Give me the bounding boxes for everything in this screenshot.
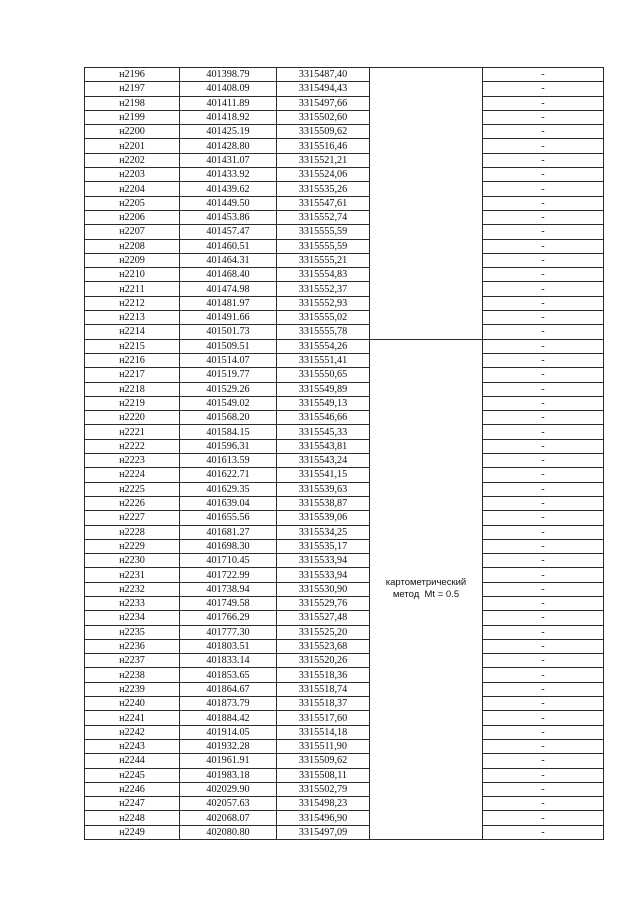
point-name-cell: н2206 [85,210,180,224]
x-coordinate-cell: 401738.94 [180,582,277,596]
y-coordinate-cell: 3315525,20 [277,625,370,639]
dash-cell: - [483,210,604,224]
dash-cell: - [483,153,604,167]
table-row [85,325,604,339]
x-coordinate-cell: 401613.59 [180,454,277,468]
y-coordinate-cell: 3315508,11 [277,768,370,782]
y-coordinate-cell: 3315545,33 [277,425,370,439]
y-coordinate-cell: 3315497,66 [277,96,370,110]
table-row [85,353,604,367]
x-coordinate-cell: 401411.89 [180,96,277,110]
y-coordinate-cell: 3315552,93 [277,296,370,310]
point-name-cell: н2232 [85,582,180,596]
x-coordinate-cell: 401519.77 [180,368,277,382]
table-row [85,782,604,796]
coordinates-table-page [84,67,602,842]
point-name-cell: н2239 [85,682,180,696]
y-coordinate-cell: 3315496,90 [277,811,370,825]
table-row [85,525,604,539]
dash-cell: - [483,711,604,725]
table-row [85,682,604,696]
table-row [85,96,604,110]
point-name-cell: н2211 [85,282,180,296]
x-coordinate-cell: 401439.62 [180,182,277,196]
point-name-cell: н2214 [85,325,180,339]
y-coordinate-cell: 3315518,37 [277,697,370,711]
table-row [85,625,604,639]
point-name-cell: н2208 [85,239,180,253]
y-coordinate-cell: 3315529,76 [277,596,370,610]
table-row [85,739,604,753]
x-coordinate-cell: 401596.31 [180,439,277,453]
table-row [85,611,604,625]
table-row [85,210,604,224]
table-row [85,253,604,267]
x-coordinate-cell: 401584.15 [180,425,277,439]
table-row [85,396,604,410]
dash-cell: - [483,325,604,339]
x-coordinate-cell: 401853.65 [180,668,277,682]
dash-cell: - [483,568,604,582]
point-name-cell: н2217 [85,368,180,382]
y-coordinate-cell: 3315518,36 [277,668,370,682]
point-name-cell: н2218 [85,382,180,396]
x-coordinate-cell: 401568.20 [180,411,277,425]
dash-cell: - [483,782,604,796]
table-row [85,168,604,182]
dash-cell: - [483,754,604,768]
y-coordinate-cell: 3315516,46 [277,139,370,153]
y-coordinate-cell: 3315549,89 [277,382,370,396]
table-row [85,596,604,610]
point-name-cell: н2207 [85,225,180,239]
table-row [85,439,604,453]
table-row [85,825,604,839]
table-row [85,725,604,739]
y-coordinate-cell: 3315547,61 [277,196,370,210]
y-coordinate-cell: 3315539,63 [277,482,370,496]
x-coordinate-cell: 401449.50 [180,196,277,210]
coordinates-table [84,67,604,840]
y-coordinate-cell: 3315555,02 [277,311,370,325]
point-name-cell: н2245 [85,768,180,782]
point-name-cell: н2236 [85,639,180,653]
x-coordinate-cell: 402057.63 [180,797,277,811]
table-row [85,239,604,253]
x-coordinate-cell: 401491.66 [180,311,277,325]
point-name-cell: н2227 [85,511,180,525]
y-coordinate-cell: 3315533,94 [277,568,370,582]
point-name-cell: н2200 [85,125,180,139]
dash-cell: - [483,725,604,739]
y-coordinate-cell: 3315509,62 [277,125,370,139]
y-coordinate-cell: 3315535,17 [277,539,370,553]
x-coordinate-cell: 401509.51 [180,339,277,353]
point-name-cell: н2242 [85,725,180,739]
dash-cell: - [483,68,604,82]
point-name-cell: н2196 [85,68,180,82]
y-coordinate-cell: 3315487,40 [277,68,370,82]
x-coordinate-cell: 401431.07 [180,153,277,167]
dash-cell: - [483,682,604,696]
point-name-cell: н2249 [85,825,180,839]
x-coordinate-cell: 401622.71 [180,468,277,482]
table-row [85,411,604,425]
dash-cell: - [483,311,604,325]
point-name-cell: н2222 [85,439,180,453]
dash-cell: - [483,239,604,253]
table-row [85,754,604,768]
x-coordinate-cell: 401722.99 [180,568,277,582]
dash-cell: - [483,697,604,711]
x-coordinate-cell: 401749.58 [180,596,277,610]
x-coordinate-cell: 401698.30 [180,539,277,553]
table-row [85,711,604,725]
y-coordinate-cell: 3315538,87 [277,496,370,510]
y-coordinate-cell: 3315543,81 [277,439,370,453]
table-row [85,797,604,811]
point-name-cell: н2201 [85,139,180,153]
table-row [85,110,604,124]
x-coordinate-cell: 401457.47 [180,225,277,239]
dash-cell: - [483,353,604,367]
dash-cell: - [483,139,604,153]
point-name-cell: н2238 [85,668,180,682]
dash-cell: - [483,468,604,482]
x-coordinate-cell: 401629.35 [180,482,277,496]
dash-cell: - [483,554,604,568]
y-coordinate-cell: 3315527,48 [277,611,370,625]
point-name-cell: н2221 [85,425,180,439]
table-row [85,454,604,468]
point-name-cell: н2226 [85,496,180,510]
dash-cell: - [483,668,604,682]
x-coordinate-cell: 401501.73 [180,325,277,339]
dash-cell: - [483,797,604,811]
coordinates-table-body [85,68,604,840]
table-row [85,139,604,153]
x-coordinate-cell: 402068.07 [180,811,277,825]
dash-cell: - [483,654,604,668]
table-row [85,511,604,525]
y-coordinate-cell: 3315554,83 [277,268,370,282]
point-name-cell: н2197 [85,82,180,96]
y-coordinate-cell: 3315533,94 [277,554,370,568]
dash-cell: - [483,539,604,553]
x-coordinate-cell: 401398.79 [180,68,277,82]
x-coordinate-cell: 401777.30 [180,625,277,639]
point-name-cell: н2215 [85,339,180,353]
y-coordinate-cell: 3315514,18 [277,725,370,739]
point-name-cell: н2216 [85,353,180,367]
x-coordinate-cell: 401428.80 [180,139,277,153]
point-name-cell: н2212 [85,296,180,310]
point-name-cell: н2205 [85,196,180,210]
dash-cell: - [483,82,604,96]
dash-cell: - [483,268,604,282]
y-coordinate-cell: 3315555,21 [277,253,370,267]
y-coordinate-cell: 3315502,79 [277,782,370,796]
table-row [85,368,604,382]
point-name-cell: н2229 [85,539,180,553]
y-coordinate-cell: 3315524,06 [277,168,370,182]
point-name-cell: н2198 [85,96,180,110]
x-coordinate-cell: 401983.18 [180,768,277,782]
point-name-cell: н2233 [85,596,180,610]
point-name-cell: н2220 [85,411,180,425]
dash-cell: - [483,739,604,753]
dash-cell: - [483,411,604,425]
dash-cell: - [483,125,604,139]
y-coordinate-cell: 3315541,15 [277,468,370,482]
y-coordinate-cell: 3315552,37 [277,282,370,296]
y-coordinate-cell: 3315549,13 [277,396,370,410]
table-row [85,82,604,96]
dash-cell: - [483,296,604,310]
table-row [85,268,604,282]
y-coordinate-cell: 3315498,23 [277,797,370,811]
y-coordinate-cell: 3315539,06 [277,511,370,525]
dash-cell: - [483,282,604,296]
point-name-cell: н2247 [85,797,180,811]
dash-cell: - [483,196,604,210]
table-row [85,125,604,139]
dash-cell: - [483,611,604,625]
y-coordinate-cell: 3315551,41 [277,353,370,367]
x-coordinate-cell: 401464.31 [180,253,277,267]
x-coordinate-cell: 401655.56 [180,511,277,525]
x-coordinate-cell: 401481.97 [180,296,277,310]
point-name-cell: н2241 [85,711,180,725]
x-coordinate-cell: 401418.92 [180,110,277,124]
dash-cell: - [483,225,604,239]
dash-cell: - [483,368,604,382]
point-name-cell: н2199 [85,110,180,124]
y-coordinate-cell: 3315554,26 [277,339,370,353]
table-row [85,582,604,596]
point-name-cell: н2248 [85,811,180,825]
y-coordinate-cell: 3315535,26 [277,182,370,196]
dash-cell: - [483,768,604,782]
table-row [85,225,604,239]
x-coordinate-cell: 401914.05 [180,725,277,739]
x-coordinate-cell: 401833.14 [180,654,277,668]
point-name-cell: н2237 [85,654,180,668]
method-accuracy: метод Mt = 0.5 [392,589,460,601]
point-name-cell: н2203 [85,168,180,182]
table-row [85,425,604,439]
table-row [85,639,604,653]
y-coordinate-cell: 3315523,68 [277,639,370,653]
y-coordinate-cell: 3315543,24 [277,454,370,468]
point-name-cell: н2210 [85,268,180,282]
x-coordinate-cell: 401639.04 [180,496,277,510]
x-coordinate-cell: 401803.51 [180,639,277,653]
x-coordinate-cell: 401460.51 [180,239,277,253]
table-row [85,282,604,296]
point-name-cell: н2240 [85,697,180,711]
dash-cell: - [483,582,604,596]
x-coordinate-cell: 401873.79 [180,697,277,711]
table-row [85,196,604,210]
point-name-cell: н2228 [85,525,180,539]
dash-cell: - [483,182,604,196]
y-coordinate-cell: 3315502,60 [277,110,370,124]
dash-cell: - [483,596,604,610]
x-coordinate-cell: 401474.98 [180,282,277,296]
y-coordinate-cell: 3315555,59 [277,225,370,239]
dash-cell: - [483,382,604,396]
dash-cell: - [483,511,604,525]
dash-cell: - [483,496,604,510]
table-row [85,339,604,353]
x-coordinate-cell: 401514.07 [180,353,277,367]
table-row [85,811,604,825]
table-row [85,296,604,310]
table-row [85,554,604,568]
y-coordinate-cell: 3315555,78 [277,325,370,339]
dash-cell: - [483,525,604,539]
point-name-cell: н2223 [85,454,180,468]
table-row [85,539,604,553]
dash-cell: - [483,425,604,439]
table-row [85,68,604,82]
method-cell-upper [370,68,483,340]
y-coordinate-cell: 3315494,43 [277,82,370,96]
dash-cell: - [483,825,604,839]
y-coordinate-cell: 3315511,90 [277,739,370,753]
x-coordinate-cell: 401932.28 [180,739,277,753]
dash-cell: - [483,96,604,110]
y-coordinate-cell: 3315550,65 [277,368,370,382]
x-coordinate-cell: 401453.86 [180,210,277,224]
point-name-cell: н2230 [85,554,180,568]
x-coordinate-cell: 402080.80 [180,825,277,839]
table-row [85,153,604,167]
x-coordinate-cell: 401884.42 [180,711,277,725]
table-row [85,697,604,711]
point-name-cell: н2234 [85,611,180,625]
dash-cell: - [483,253,604,267]
point-name-cell: н2204 [85,182,180,196]
dash-cell: - [483,482,604,496]
x-coordinate-cell: 401766.29 [180,611,277,625]
y-coordinate-cell: 3315530,90 [277,582,370,596]
point-name-cell: н2243 [85,739,180,753]
x-coordinate-cell: 401864.67 [180,682,277,696]
x-coordinate-cell: 401425.19 [180,125,277,139]
point-name-cell: н2231 [85,568,180,582]
y-coordinate-cell: 3315546,66 [277,411,370,425]
table-row [85,654,604,668]
point-name-cell: н2246 [85,782,180,796]
dash-cell: - [483,811,604,825]
point-name-cell: н2235 [85,625,180,639]
table-row [85,468,604,482]
point-name-cell: н2213 [85,311,180,325]
dash-cell: - [483,639,604,653]
y-coordinate-cell: 3315552,74 [277,210,370,224]
dash-cell: - [483,625,604,639]
y-coordinate-cell: 3315517,60 [277,711,370,725]
point-name-cell: н2202 [85,153,180,167]
y-coordinate-cell: 3315497,09 [277,825,370,839]
point-name-cell: н2244 [85,754,180,768]
table-row [85,568,604,582]
x-coordinate-cell: 401681.27 [180,525,277,539]
point-name-cell: н2219 [85,396,180,410]
table-row [85,482,604,496]
x-coordinate-cell: 402029.90 [180,782,277,796]
x-coordinate-cell: 401549.02 [180,396,277,410]
method-name: картометрический [385,577,467,589]
y-coordinate-cell: 3315509,62 [277,754,370,768]
y-coordinate-cell: 3315521,21 [277,153,370,167]
x-coordinate-cell: 401961.91 [180,754,277,768]
y-coordinate-cell: 3315534,25 [277,525,370,539]
dash-cell: - [483,454,604,468]
x-coordinate-cell: 401529.26 [180,382,277,396]
y-coordinate-cell: 3315520,26 [277,654,370,668]
dash-cell: - [483,396,604,410]
point-name-cell: н2209 [85,253,180,267]
x-coordinate-cell: 401468.40 [180,268,277,282]
table-row [85,382,604,396]
dash-cell: - [483,439,604,453]
method-cell [370,339,483,839]
dash-cell: - [483,339,604,353]
table-row [85,182,604,196]
table-row [85,768,604,782]
x-coordinate-cell: 401710.45 [180,554,277,568]
table-row [85,496,604,510]
y-coordinate-cell: 3315518,74 [277,682,370,696]
y-coordinate-cell: 3315555,59 [277,239,370,253]
dash-cell: - [483,168,604,182]
dash-cell: - [483,110,604,124]
x-coordinate-cell: 401433.92 [180,168,277,182]
point-name-cell: н2224 [85,468,180,482]
table-row [85,668,604,682]
table-row [85,311,604,325]
x-coordinate-cell: 401408.09 [180,82,277,96]
point-name-cell: н2225 [85,482,180,496]
